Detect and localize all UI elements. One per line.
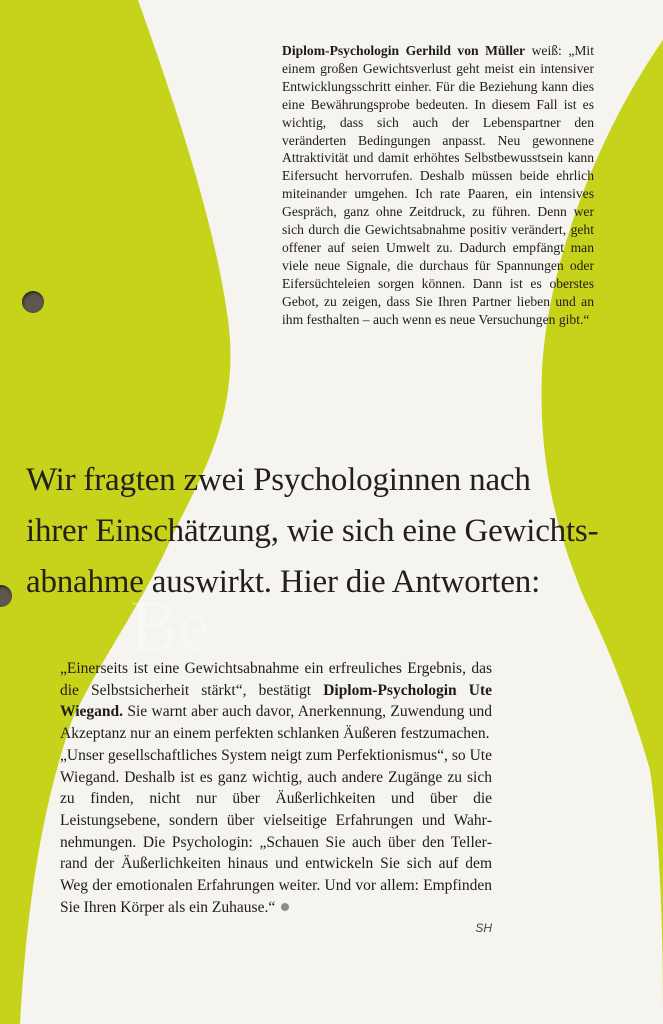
expert2-paragraph-2	[60, 745, 492, 919]
expert1-name: Diplom-Psychologin Gerhild von Müller	[282, 43, 526, 58]
expert1-paragraph	[282, 42, 594, 329]
headline-line-3: abnahme auswirkt. Hier die Antworten:	[26, 564, 541, 600]
end-mark-dot-icon	[281, 903, 289, 911]
expert2-p1-after: Sie warnt aber auch davor, Anerkennung, Zuwendung und Akzeptanz nur an einem perfekten schlanken Äußeren festzumachen.	[60, 703, 492, 743]
headline	[26, 455, 651, 608]
expert2-name: Diplom-Psychologin Ute Wiegand.	[60, 681, 493, 721]
expert-quote-von-mueller	[282, 42, 594, 329]
headline-line-2: ihrer Einschätzung, wie sich eine Gewichts-	[26, 513, 599, 549]
headline-line-1: Wir fragten zwei Psychologinnen nach	[26, 462, 531, 498]
author-signature: SH	[475, 921, 492, 936]
expert2-p1-before: „Einerseits ist eine Gewichtsabnahme ein erfreuliches Ergebnis, das die Selbstsicherheit stärkt“, bestätigt	[60, 660, 492, 699]
expert2-paragraph-1	[60, 658, 492, 745]
expert1-text: weiß: „Mit einem großen Gewichtsverlust geht meist ein intensiver Entwicklungsschritt einher. Für die Beziehung kann dies eine Bewährungsprobe bedeuten. In diesem Fall ist es wichtig, dass sich auch der Lebenspartner den veränderten Bedingungen anpasst. Neu gewonnene Attraktivität und damit erhöhtes Selbstbewusstsein kann Eifersucht hervorrufen. Deshalb müssen beide ehrlich miteinander umgehen. Ich rate Paaren, ein intensives Gespräch, ganz ohne Zeitdruck, zu führen. Denn wer sich durch die Gewichtsabnahme positiv verändert, geht offener auf seien Umwelt zu. Dadurch empfängt man viele neue Signale, die durchaus für Spannungen oder Eifersüchteleien sorgen können. Dann ist es oberstes Gebot, zu zeigen, dass Sie Ihren Partner lieben und an ihm festhalten – auch wenn es neue Versuchungen gibt.“	[282, 43, 594, 327]
expert2-p2-text: „Unser gesellschaftliches System neigt zum Perfektionismus“, so Ute Wiegand. Deshalb ist es ganz wichtig, auch andere Zugänge zu sich zu finden, nicht nur über Äußerlichkeiten und über die Leistungsebene, sondern über vielseitige Erfahrungen und Wahrnehmungen. Die Psychologin: „Schauen Sie auch über den Tellerrand der Äußerlichkeiten hinaus und entwickeln Sie sich auf dem Weg der emotionalen Erfahrungen weiter. Und vor allem: Empfinden Sie Ihren Körper als ein Zuhause.“	[60, 746, 492, 916]
faint-background-mark: Be	[130, 586, 210, 666]
signature-row	[60, 918, 492, 940]
expert-quote-wiegand	[60, 658, 492, 940]
punch-hole	[22, 291, 44, 313]
